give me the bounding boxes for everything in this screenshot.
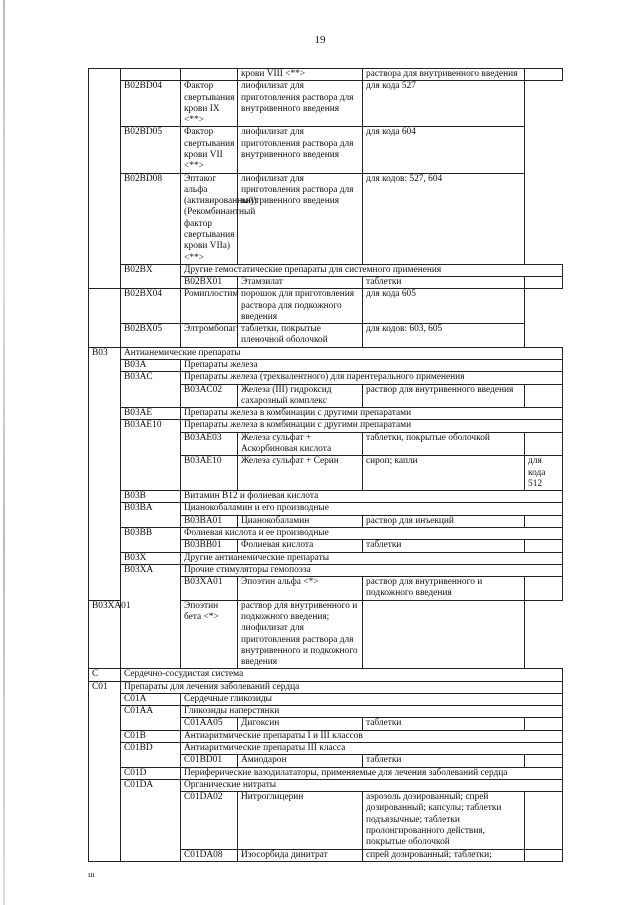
drug-name-cell: Эпоэтин альфа <*> [238,577,363,601]
table-row [89,69,563,81]
subgroup-name-cell: Сердечные гликозиды [181,693,563,705]
table-row [89,347,563,359]
drug-code-cell: B03XA01 [89,600,121,669]
note-cell [525,515,563,527]
drug-code-cell: B02BX01 [181,277,238,289]
drug-name-cell: Амиодарон [238,755,363,767]
note-cell: для кода 604 [363,127,525,173]
subgroup-code-cell: C01BD [121,743,181,768]
drug-code-cell: B03AE10 [181,456,238,491]
subgroup-code-cell: C01DA [121,779,181,861]
subgroup-code-cell: B03XA [121,564,181,669]
group-name-cell: Сердечно-сосудистая система [121,669,563,681]
drug-name-cell: Железа сульфат + Аскорбиновая кислота [238,432,363,456]
drug-name-cell: Цианокобаламин [238,515,363,527]
table-row [89,372,563,384]
subgroup-name-cell: Антиаритмические препараты III класса [181,743,563,755]
note-cell: для кода 512 [525,456,563,491]
drug-name-cell: Фолиевая кислота [238,540,363,552]
subgroup-code-cell: B02BX [121,264,181,289]
table-row [89,767,563,779]
table-row [89,681,563,693]
subgroup-code-cell: C01B [121,730,181,742]
table-row [89,564,563,576]
subgroup-code-cell: B03X [121,552,181,564]
dosage-form-cell: порошок для приготовления раствора для подкожного введения [238,289,363,324]
drug-code-empty-cell [181,69,238,81]
subgroup-name-cell: Гликозиды наперстянки [181,706,563,718]
drug-name-cell: Элтромбопаг [181,324,238,348]
note-cell [525,432,563,456]
subgroup-code-cell: B03AE10 [121,420,181,491]
subgroup-name-cell: Фолиевая кислота и ее производные [181,527,563,539]
table-row [89,730,563,742]
subgroup-code-cell: B03AC [121,372,181,408]
table-row [89,173,563,264]
note-cell [525,577,563,601]
note-cell [525,718,563,730]
note-cell [525,849,563,861]
table-row [89,669,563,681]
note-cell [525,792,563,849]
drug-code-cell: C01BD01 [181,755,238,767]
group-code-cell: C01 [89,681,121,861]
subgroup-name-cell: Другие гемостатические препараты для системного применения [181,264,563,276]
table-row [89,743,563,755]
table-row [89,264,563,276]
subgroup-code-cell: C01AA [121,706,181,731]
drug-code-cell: B03XA01 [181,577,238,601]
drug-code-cell: B03BB01 [181,540,238,552]
drug-name-cell: Нитроглицерин [238,792,363,849]
subgroup-name-cell: Органические нитраты [181,779,563,791]
dosage-form-cell: лиофилизат для приготовления раствора для внутривенного введения [238,127,363,173]
table-row [89,289,563,324]
subgroup-code-cell: B03BB [121,527,181,552]
group-code-cell: C [89,669,121,681]
scan-edge-line [3,0,5,905]
table-row [89,360,563,372]
subgroup-name-cell: Препараты железа в комбинации с другими препаратами [181,420,563,432]
group-name-cell: Антианемические препараты [121,347,563,359]
drug-code-cell: B03BA01 [181,515,238,527]
subgroup-name-cell: Другие антианемические препараты [181,552,563,564]
subgroup-code-cell: C01A [121,693,181,705]
subgroup-name-cell: Антиаритмические препараты I и III классов [181,730,563,742]
footer-mark: ııı [88,870,95,879]
subgroup-code-cell: B03AE [121,408,181,420]
subgroup-name-cell: Витамин B12 и фолиевая кислота [181,491,563,503]
drug-name-cell: Эпоэтин бета <*> [181,600,238,669]
dosage-form-cell: таблетки [363,277,525,289]
note-cell: для кодов: 603, 605 [363,324,525,348]
dosage-form-cell: аэрозоль дозированный; спрей дозированный; капсулы; таблетки подъязычные; таблетки пролонгированного действия, покрытые оболочкой [363,792,525,849]
note-cell [525,540,563,552]
table-row [89,706,563,718]
drug-name-cell: Этамзилат [238,277,363,289]
table-row [89,779,563,791]
group-indent-cell [89,69,121,289]
drug-code-cell: B02BX04 [121,289,181,324]
drug-name-cell: Железа сульфат + Серин [238,456,363,491]
dosage-form-cell: раствор для внутривенного введения [363,384,525,408]
subgroup-name-cell: Цианокобаламин и его производные [181,503,563,515]
dosage-form-cell: лиофилизат для приготовления раствора для внутривенного введения [238,173,363,264]
drug-name-cell: Ромиплостим [181,289,238,324]
dosage-form-cell: таблетки, покрытые оболочкой [363,432,525,456]
subgroup-name-cell: Препараты железа (трехвалентного) для парентерального применения [181,372,563,384]
table-row [89,420,563,432]
drug-name-cell: Дигоксин [238,718,363,730]
dosage-form-cell: раствор для инъекций [363,515,525,527]
note-cell [525,384,563,408]
table-row [89,693,563,705]
drug-code-cell: B02BX05 [121,324,181,348]
subgroup-name-cell: Препараты железа в комбинации с другими препаратами [181,408,563,420]
subgroup-code-cell: B03A [121,360,181,372]
drug-name-cell: Железа (III) гидроксид сахарозный комплекс [238,384,363,408]
drug-code-cell: C01AA05 [181,718,238,730]
atc-drug-table [88,68,563,862]
drug-code-cell: B02BD08 [121,173,181,264]
subgroup-name-cell: Прочие стимуляторы гемопоэза [181,564,563,576]
dosage-form-cell: таблетки, покрытые пленочной оболочкой [238,324,363,348]
table-row [89,408,563,420]
drug-name-cell: Фактор свертывания крови IX <**> [181,81,238,127]
drug-code-cell: C01DA02 [181,792,238,849]
dosage-form-cell: лиофилизат для приготовления раствора для внутривенного введения [238,81,363,127]
dosage-form-cell: раствора для внутривенного введения [363,69,525,81]
drug-code-cell: B02BD05 [121,127,181,173]
dosage-form-cell: таблетки [363,718,525,730]
drug-code-cell: C01DA08 [181,849,238,861]
subgroup-code-cell: C01D [121,767,181,779]
drug-code-cell: B03AC02 [181,384,238,408]
drug-name-cell: Фактор свертывания крови VII <**> [181,127,238,173]
note-cell [363,600,525,669]
drug-name-cell: Эптаког альфа (активированный) (Рекомбинантный фактор свертывания крови VIIa) <**> [181,173,238,264]
group-name-cell: Препараты для лечения заболеваний сердца [121,681,563,693]
group-code-cell: B03 [89,347,121,600]
table-row [89,127,563,173]
drug-code-cell: B02BD04 [121,81,181,127]
subgroup-indent-cell [121,69,181,81]
dosage-form-cell: таблетки [363,755,525,767]
note-cell [525,755,563,767]
note-cell: для кода 605 [363,289,525,324]
table-row [89,324,563,348]
dosage-form-cell: таблетки [363,540,525,552]
dosage-form-cell: спрей дозированный; таблетки; [363,849,525,861]
subgroup-name-cell: Препараты железа [181,360,563,372]
page-number: 19 [314,34,326,46]
dosage-form-cell: сироп; капли [363,456,525,491]
note-cell [525,69,563,81]
subgroup-indent-cell [89,289,121,347]
subgroup-code-cell: B03BA [121,503,181,528]
note-cell: для кодов: 527, 604 [363,173,525,264]
note-cell: для кода 527 [363,81,525,127]
drug-code-cell: B03AE03 [181,432,238,456]
table-row [89,527,563,539]
table-row [89,491,563,503]
subgroup-name-cell: Периферические вазодилататоры, применяемые для лечения заболеваний сердца [181,767,563,779]
subgroup-code-cell: B03B [121,491,181,503]
drug-name-cell: Изосорбида динитрат [238,849,363,861]
drug-name-cell: крови VIII <**> [238,69,363,81]
dosage-form-cell: раствор для внутривенного и подкожного введения [363,577,525,601]
table-row [89,503,563,515]
dosage-form-cell: раствор для внутривенного и подкожного введения; лиофилизат для приготовления раствора для внутривенного и подкожного введения [238,600,363,669]
table-row [89,81,563,127]
table-row [89,552,563,564]
note-cell [525,277,563,289]
